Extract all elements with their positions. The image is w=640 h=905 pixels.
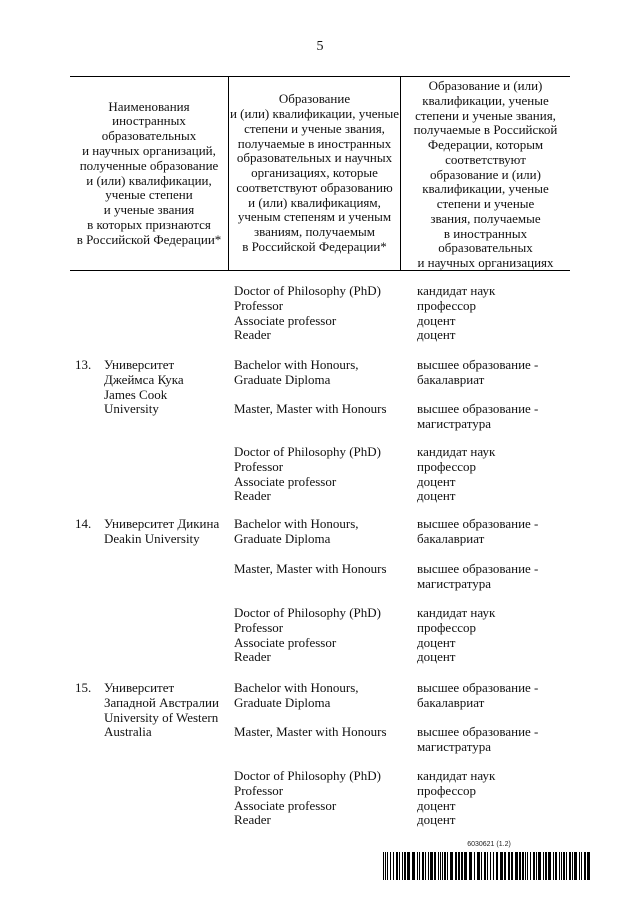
- russian-qualification: кандидат наук: [417, 444, 496, 459]
- barcode-bar: [444, 852, 446, 880]
- header-line: квалификации, ученые: [422, 92, 549, 108]
- foreign-qualification: Bachelor with Honours,: [234, 516, 359, 531]
- organization-line: James Cook: [104, 386, 168, 402]
- organization-name: [104, 358, 184, 417]
- row-number: 15.: [75, 680, 92, 695]
- russian-qualification: магистратура: [417, 575, 492, 591]
- barcode-bar: [417, 852, 418, 880]
- header-line: степени и ученые: [436, 196, 535, 212]
- barcode-bar: [587, 852, 590, 880]
- organization-name: [104, 681, 219, 740]
- russian-qualification: профессор: [417, 782, 477, 798]
- russian-qualification-group: [417, 769, 495, 828]
- header-line: Федерации, которым: [427, 137, 544, 153]
- barcode-bar: [522, 852, 524, 880]
- barcode-bar: [393, 852, 394, 880]
- barcode-bar: [519, 852, 521, 880]
- russian-qualification: бакалавриат: [417, 530, 485, 546]
- organization-line: Университет: [104, 680, 175, 695]
- barcode-bar: [396, 852, 398, 880]
- barcode-bar: [553, 852, 554, 880]
- foreign-qualification: Doctor of Philosophy (PhD): [234, 444, 381, 459]
- barcode-bar: [538, 852, 541, 880]
- foreign-qualification: Master, Master with Honours: [234, 561, 387, 576]
- header-line: Образование: [278, 91, 351, 107]
- foreign-qualification: Graduate Diploma: [234, 371, 331, 387]
- barcode-bar: [545, 852, 547, 880]
- russian-qualification: высшее образование -: [417, 401, 539, 416]
- barcode-bar: [477, 852, 480, 880]
- barcode-bar: [404, 852, 406, 880]
- russian-qualification: доцент: [417, 312, 456, 328]
- russian-qualification: доцент: [417, 634, 456, 650]
- russian-qualification-group: [417, 681, 538, 711]
- russian-qualification: доцент: [417, 473, 456, 489]
- barcode-bar: [390, 852, 391, 880]
- russian-qualification-group: [417, 358, 538, 388]
- foreign-qualification-group: [234, 445, 381, 504]
- header-line: ученым степеням и ученым: [237, 209, 392, 225]
- russian-qualification: высшее образование -: [417, 680, 539, 695]
- barcode-bar: [500, 852, 503, 880]
- barcode-bar: [533, 852, 535, 880]
- header-line: квалификации, ученые: [422, 181, 549, 197]
- foreign-qualification: Professor: [234, 619, 284, 635]
- barcode-bar: [555, 852, 557, 880]
- header-line: образовательных и научных: [236, 150, 393, 166]
- foreign-qualification: Reader: [234, 488, 271, 504]
- header-line: и научных организаций,: [82, 142, 216, 158]
- header-line: степени и ученые звания,: [415, 107, 556, 123]
- barcode-bar: [425, 852, 426, 880]
- foreign-qualification: Doctor of Philosophy (PhD): [234, 283, 381, 298]
- header-line: званиям, получаемым: [253, 224, 376, 240]
- foreign-qualification: Associate professor: [234, 797, 337, 813]
- organization-line: Джеймса Кука: [104, 371, 184, 387]
- barcode-bar: [566, 852, 567, 880]
- foreign-qualification: Master, Master with Honours: [234, 724, 387, 739]
- foreign-qualification-group: [234, 562, 387, 577]
- barcode-bar: [548, 852, 551, 880]
- barcode-bar: [525, 852, 526, 880]
- organization-line: Университет Дикина: [104, 516, 220, 531]
- foreign-qualification: Reader: [234, 649, 271, 665]
- russian-qualification-group: [417, 284, 495, 343]
- foreign-qualification-group: [234, 402, 387, 417]
- foreign-qualification: Professor: [234, 297, 284, 313]
- organization-line: University: [104, 401, 159, 417]
- barcode-bar: [455, 852, 457, 880]
- organization-line: University of Western: [104, 709, 219, 725]
- header-line: в иностранных: [443, 225, 528, 241]
- column-header-organizations: [70, 77, 228, 270]
- barcode-bar: [563, 852, 565, 880]
- header-line: получаемые в Российской: [413, 122, 558, 138]
- barcode-bar: [584, 852, 586, 880]
- barcode-bar: [504, 852, 506, 880]
- russian-qualification: магистратура: [417, 738, 492, 754]
- barcode-bar: [559, 852, 560, 880]
- barcode-bar: [484, 852, 486, 880]
- barcode-bar: [469, 852, 472, 880]
- barcode-bar: [438, 852, 439, 880]
- barcode-bar: [581, 852, 582, 880]
- foreign-qualification-group: [234, 681, 359, 711]
- header-line: и ученые звания: [103, 202, 195, 218]
- russian-qualification: высшее образование -: [417, 357, 539, 372]
- barcode-bar: [530, 852, 531, 880]
- barcode-bar: [490, 852, 491, 880]
- foreign-qualification: Reader: [234, 327, 271, 343]
- barcode-bar: [428, 852, 429, 880]
- page-number: 5: [316, 39, 324, 54]
- russian-qualification: магистратура: [417, 415, 492, 431]
- foreign-qualification: Professor: [234, 458, 284, 474]
- header-line: и (или) квалификации,: [86, 172, 212, 188]
- foreign-qualification-group: [234, 769, 381, 828]
- barcode-bar: [569, 852, 571, 880]
- header-line: соответствуют: [445, 151, 526, 167]
- foreign-qualification: Associate professor: [234, 473, 337, 489]
- barcode-bar: [572, 852, 573, 880]
- barcode-bar: [515, 852, 518, 880]
- barcode-bar: [496, 852, 498, 880]
- header-line: и (или) квалификациям,: [248, 194, 381, 210]
- foreign-qualification: Associate professor: [234, 312, 337, 328]
- russian-qualification: кандидат наук: [417, 283, 496, 298]
- barcode: [383, 852, 590, 880]
- header-line: полученные образование: [79, 157, 219, 173]
- barcode-bar: [527, 852, 528, 880]
- russian-qualification: доцент: [417, 488, 456, 504]
- barcode-bar: [474, 852, 475, 880]
- header-line: образовательных: [101, 128, 197, 144]
- barcode-bar: [387, 852, 388, 880]
- russian-qualification: кандидат наук: [417, 605, 496, 620]
- table-row: [70, 358, 570, 504]
- header-line: образование и (или): [430, 166, 541, 182]
- barcode-bar: [579, 852, 580, 880]
- organization-line: Западной Австралии: [104, 694, 219, 710]
- header-line: получаемые в иностранных: [237, 135, 392, 151]
- barcode-bar: [442, 852, 443, 880]
- foreign-qualification: Bachelor with Honours,: [234, 357, 359, 372]
- header-line: и (или) квалификации, ученые: [229, 105, 400, 121]
- barcode-bar: [487, 852, 488, 880]
- organization-name: [104, 517, 219, 547]
- foreign-qualification-group: [234, 517, 359, 547]
- table-row: [70, 681, 570, 829]
- barcode-bar: [450, 852, 453, 880]
- header-line: в Российской Федерации*: [76, 231, 222, 247]
- russian-qualification: профессор: [417, 458, 477, 474]
- table-row-continuation: [70, 284, 570, 344]
- foreign-qualification: Doctor of Philosophy (PhD): [234, 768, 381, 783]
- header-line: в которых признаются: [87, 216, 211, 232]
- barcode-bar: [412, 852, 415, 880]
- table-row: [70, 517, 570, 665]
- barcode-number: 6030621 (1.2): [467, 841, 511, 848]
- russian-qualification-group: [417, 445, 495, 504]
- barcode-bar: [430, 852, 433, 880]
- header-line: звания, получаемые: [430, 210, 541, 226]
- foreign-qualification: Graduate Diploma: [234, 530, 331, 546]
- russian-qualification: бакалавриат: [417, 694, 485, 710]
- barcode-bar: [493, 852, 494, 880]
- barcode-bar: [399, 852, 400, 880]
- header-line: соответствуют образованию: [236, 179, 393, 195]
- barcode-bar: [402, 852, 403, 880]
- barcode-bar: [511, 852, 513, 880]
- barcode-bar: [481, 852, 482, 880]
- organization-line: Университет: [104, 357, 175, 372]
- barcode-bar: [508, 852, 510, 880]
- russian-qualification: высшее образование -: [417, 724, 539, 739]
- foreign-qualification-group: [234, 358, 359, 388]
- russian-qualification-group: [417, 606, 495, 665]
- russian-qualification: кандидат наук: [417, 768, 496, 783]
- foreign-qualification-group: [234, 284, 381, 343]
- russian-qualification-group: [417, 562, 538, 592]
- foreign-qualification: Bachelor with Honours,: [234, 680, 359, 695]
- header-line: образовательных: [438, 240, 533, 256]
- barcode-bar: [419, 852, 420, 880]
- barcode-bar: [561, 852, 562, 880]
- row-number: 14.: [75, 516, 92, 531]
- russian-qualification: доцент: [417, 797, 456, 813]
- header-line: Наименования: [108, 98, 190, 114]
- foreign-qualification: Associate professor: [234, 634, 337, 650]
- barcode-bar: [574, 852, 577, 880]
- header-line: степени и ученые звания,: [244, 120, 385, 136]
- barcode-bar: [464, 852, 467, 880]
- russian-qualification: доцент: [417, 327, 456, 343]
- barcode-bar: [383, 852, 384, 880]
- barcode-bar: [543, 852, 544, 880]
- header-line: иностранных: [112, 113, 186, 129]
- foreign-qualification-group: [234, 725, 387, 740]
- barcode-bar: [458, 852, 460, 880]
- header-line: ученые степени: [105, 187, 193, 203]
- russian-qualification-group: [417, 517, 538, 547]
- russian-qualification: профессор: [417, 297, 477, 313]
- header-line: организациях, которые: [251, 165, 378, 181]
- foreign-qualification: Reader: [234, 812, 271, 828]
- organization-line: Deakin University: [104, 530, 200, 546]
- foreign-qualification: Master, Master with Honours: [234, 401, 387, 416]
- column-header-russian-qualifications: [401, 77, 570, 270]
- russian-qualification-group: [417, 725, 538, 755]
- russian-qualification: высшее образование -: [417, 516, 539, 531]
- header-line: в Российской Федерации*: [242, 239, 387, 255]
- organization-line: Australia: [104, 724, 152, 740]
- russian-qualification-group: [417, 402, 538, 432]
- foreign-qualification-group: [234, 606, 381, 665]
- header-line: Образование и (или): [428, 78, 543, 94]
- barcode-bar: [407, 852, 410, 880]
- russian-qualification: бакалавриат: [417, 371, 485, 387]
- foreign-qualification: Graduate Diploma: [234, 694, 331, 710]
- barcode-bar: [434, 852, 436, 880]
- russian-qualification: высшее образование -: [417, 561, 539, 576]
- russian-qualification: доцент: [417, 649, 456, 665]
- barcode-bar: [422, 852, 424, 880]
- foreign-qualification: Professor: [234, 782, 284, 798]
- column-header-foreign-qualifications: [229, 77, 400, 270]
- row-number: 13.: [75, 357, 92, 372]
- header-line: и научных организациях: [417, 255, 554, 271]
- barcode-bar: [385, 852, 386, 880]
- foreign-qualification: Doctor of Philosophy (PhD): [234, 605, 381, 620]
- barcode-bar: [447, 852, 448, 880]
- russian-qualification: доцент: [417, 812, 456, 828]
- barcode-bar: [461, 852, 463, 880]
- barcode-bar: [536, 852, 537, 880]
- barcode-bar: [440, 852, 441, 880]
- russian-qualification: профессор: [417, 619, 477, 635]
